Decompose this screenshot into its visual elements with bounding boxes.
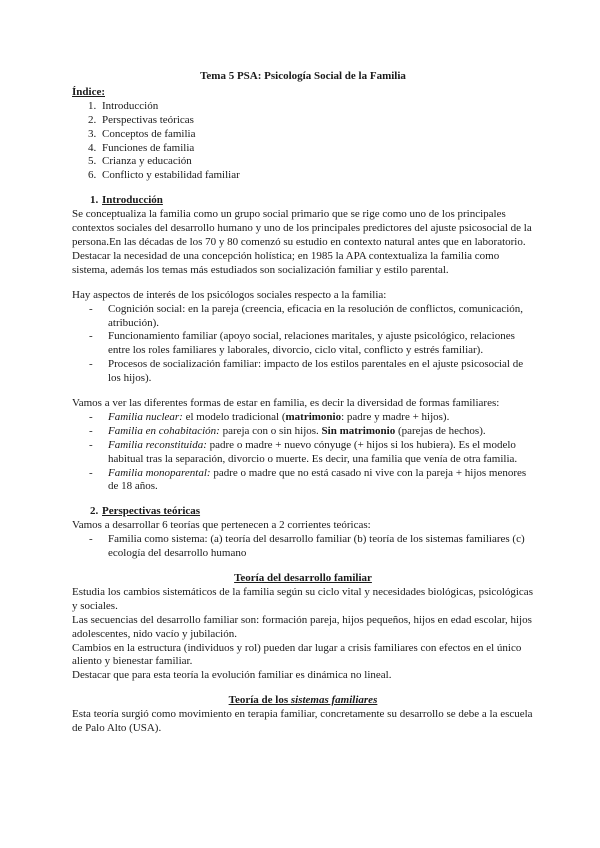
- list-item-text: Funcionamiento familiar (apoyo social, relaciones maritales, y ajuste psicológico, relaciones entre los roles familiares y laborales, divorcio, ciclo vital, conflicto y estrés familiar).: [108, 330, 515, 357]
- list-item: - Cognición social: en la pareja (creencia, eficacia en la resolución de conflictos, comunicación, atribución).: [89, 302, 524, 329]
- list-item: - Familia en cohabitación: pareja con o sin hijos. Sin matrimonio (parejas de hechos).: [89, 424, 486, 437]
- list-item: - Familia reconstituida: padre o madre + nuevo cónyuge (+ hijos si los hubiera). Es el modelo habitual tras la separación, divorcio o muerte. Es decir, una familia que venía de otra familia.: [89, 438, 518, 465]
- dev-theory-paragraph-2: Las secuencias del desarrollo familiar son: formación pareja, hijos pequeños, hijos en edad escolar, hijos adolescentes, nido vacío y jubilación.: [72, 613, 532, 640]
- form-term: Familia nuclear:: [108, 410, 183, 423]
- index-item-label: Conflicto y estabilidad familiar: [102, 169, 240, 182]
- systems-theory-paragraph-1: Esta teoría surgió como movimiento en terapia familiar, concretamente su desarrollo se debe a la escuela de Palo Alto (USA).: [72, 708, 533, 735]
- dev-theory-paragraph-4: Destacar que para esta teoría la evolución familiar es dinámica no lineal.: [72, 669, 392, 682]
- index-item: [72, 128, 534, 142]
- aspects-lead: Hay aspectos de interés de los psicólogos sociales respecto a la familia:: [72, 288, 387, 301]
- form-term: Familia monoparental:: [108, 466, 211, 479]
- form-text: pareja con o sin hijos.: [219, 424, 322, 437]
- section-number: 2.: [90, 505, 99, 518]
- index-item: [72, 142, 534, 156]
- dev-theory-paragraph-3: Cambios en la estructura (individuos y rol) pueden dar lugar a crisis familiares con efectos en el único aliento y bienestar familiar.: [72, 641, 522, 668]
- form-text: : padre y madre + hijos).: [341, 410, 450, 423]
- form-text: (parejas de hechos).: [395, 424, 486, 437]
- systems-theory-heading: [72, 694, 534, 708]
- perspectives-lead: Vamos a desarrollar 6 teorías que pertenecen a 2 corrientes teóricas:: [72, 519, 371, 532]
- heading-part-italic: sistemas familiares: [290, 694, 378, 707]
- list-item-text: Familia como sistema: (a) teoría del desarrollo familiar (b) teoría de los sistemas familiares (c) ecología del desarrollo humano: [108, 533, 525, 560]
- list-item: - Familia nuclear: el modelo tradicional (matrimonio: padre y madre + hijos).: [89, 410, 450, 423]
- index-item-number: 3.: [88, 127, 97, 140]
- form-term: Familia reconstituida:: [108, 438, 207, 451]
- form-bold: matrimonio: [285, 410, 342, 423]
- list-item: - Procesos de socialización familiar: impacto de los estilos parentales en el ajuste psicosocial de los hijos).: [89, 358, 524, 385]
- form-text: padre o madre que no está casado ni vive con la pareja + hijos menores de 18 años.: [108, 466, 527, 493]
- aspects-list: [72, 303, 534, 386]
- index-heading: Índice:: [72, 85, 105, 98]
- index-item-label: Funciones de familia: [102, 141, 195, 154]
- index-item-number: 4.: [88, 141, 97, 154]
- index-list: [72, 100, 534, 183]
- index-item-label: Crianza y educación: [102, 155, 192, 168]
- document-title: Tema 5 PSA: Psicología Social de la Familia: [200, 70, 406, 82]
- index-item-number: 1.: [88, 99, 97, 112]
- form-text: padre o madre + nuevo cónyuge (+ hijos si los hubiera). Es el modelo habitual tras la separación, divorcio o muerte. Es decir, una familia que venía de otra familia.: [108, 438, 518, 465]
- list-item-text: Procesos de socialización familiar: impacto de los estilos parentales en el ajuste psicosocial de los hijos).: [108, 358, 524, 385]
- index-item: [72, 100, 534, 114]
- form-text: el modelo tradicional (: [182, 410, 286, 423]
- index-item-number: 5.: [88, 155, 97, 168]
- index-item: [72, 114, 534, 128]
- list-item-text: Cognición social: en la pareja (creencia, eficacia en la resolución de conflictos, comunicación, atribución).: [108, 302, 524, 329]
- dev-theory-paragraph-1: Estudia los cambios sistemáticos de la familia según su ciclo vital y necesidades biológicas, psicológicas y sociales.: [72, 585, 533, 612]
- form-term: Familia en cohabitación:: [108, 424, 220, 437]
- section-title: Perspectivas teóricas: [102, 505, 201, 518]
- intro-paragraph-1: Se conceptualiza la familia como un grupo social primario que se rige como uno de los principales contextos sociales del desarrollo humano y uno de los principales predictores del ajuste psicosocial de la persona.En las décadas de los 70 y 80 comenzó su estudio en contexto natural antes que en laboratorio.: [72, 208, 532, 248]
- index-item: [72, 169, 534, 183]
- index-item-number: 6.: [88, 169, 97, 182]
- list-item: - Funcionamiento familiar (apoyo social, relaciones maritales, y ajuste psicológico, relaciones entre los roles familiares y laborales, divorcio, ciclo vital, conflicto y estrés familiar).: [89, 330, 515, 357]
- intro-paragraph-2: Destacar la necesidad de una concepción holística; en 1985 la APA contextualiza la familia como sistema, además los temas más estudiados son socialización familiar y estilo parental.: [72, 249, 500, 276]
- section-heading-intro: [72, 194, 534, 208]
- section-title: Introducción: [102, 194, 163, 207]
- forms-lead: Vamos a ver las diferentes formas de estar en familia, es decir la diversidad de formas familiares:: [72, 397, 500, 410]
- index-item-label: Conceptos de familia: [102, 127, 196, 140]
- index-item-label: Introducción: [102, 99, 159, 112]
- dev-theory-heading: Teoría del desarrollo familiar: [234, 572, 372, 584]
- index-item-number: 2.: [88, 113, 97, 126]
- section-number: 1.: [90, 194, 99, 207]
- list-item: - Familia monoparental: padre o madre que no está casado ni vive con la pareja + hijos menores de 18 años.: [89, 466, 527, 493]
- index-item: [72, 155, 534, 169]
- heading-part: Teoría de los: [228, 694, 291, 707]
- forms-list: [72, 411, 534, 494]
- index-item-label: Perspectivas teóricas: [102, 113, 194, 126]
- list-item: - Familia como sistema: (a) teoría del desarrollo familiar (b) teoría de los sistemas familiares (c) ecología del desarrollo humano: [89, 533, 525, 560]
- section-heading-perspectives: [72, 505, 534, 519]
- document-page: [72, 70, 534, 736]
- perspectives-list: [72, 533, 534, 561]
- form-bold: Sin matrimonio: [321, 424, 396, 437]
